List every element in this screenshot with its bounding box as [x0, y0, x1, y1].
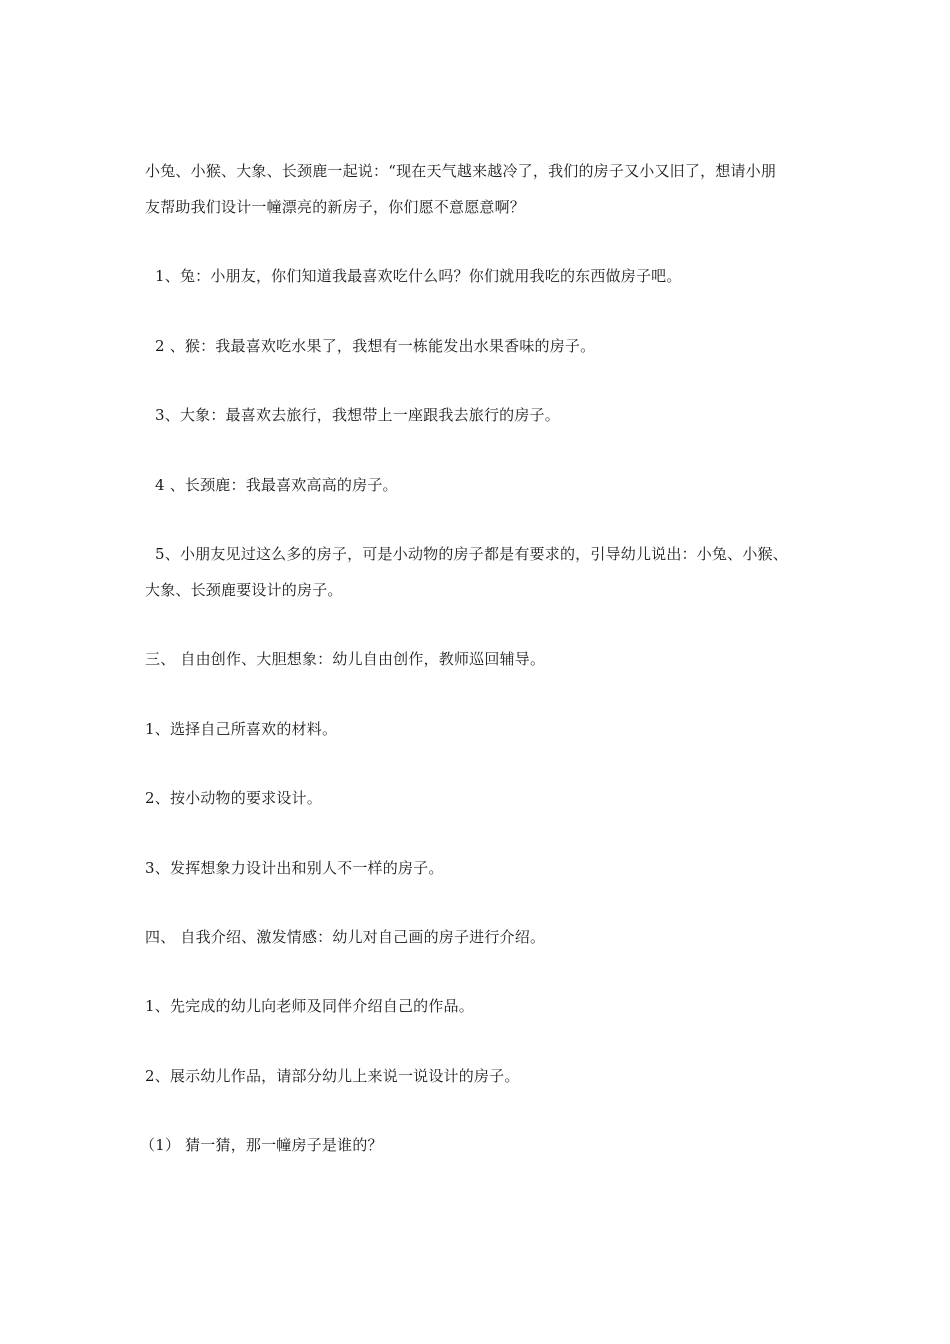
section-4-item-2: 2、展示幼儿作品，请部分幼儿上来说一说设计的房子。 — [145, 1067, 520, 1085]
item-monkey: 2 、猴：我最喜欢吃水果了，我想有一栋能发出水果香味的房子。 — [155, 337, 596, 355]
item-summary-line-2: 大象、长颈鹿要设计的房子。 — [145, 581, 343, 599]
section-4-item-1: 1、先完成的幼儿向老师及同伴介绍自己的作品。 — [145, 997, 474, 1015]
item-giraffe: 4 、长颈鹿：我最喜欢高高的房子。 — [155, 476, 398, 494]
item-elephant: 3、大象：最喜欢去旅行，我想带上一座跟我去旅行的房子。 — [155, 406, 560, 424]
section-3-item-3: 3、发挥想象力设计出和别人不一样的房子。 — [145, 859, 444, 877]
section-4-heading: 四、 自我介绍、激发情感：幼儿对自己画的房子进行介绍。 — [145, 928, 546, 946]
item-summary-line-1: 5、小朋友见过这么多的房子，可是小动物的房子都是有要求的，引导幼儿说出：小兔、小猴、 — [155, 545, 788, 563]
section-4-sub-item-1: （1） 猜一猜，那一幢房子是谁的？ — [140, 1136, 383, 1154]
item-rabbit: 1、兔：小朋友，你们知道我最喜欢吃什么吗？你们就用我吃的东西做房子吧。 — [155, 267, 682, 285]
section-3-item-1: 1、选择自己所喜欢的材料。 — [145, 720, 338, 738]
section-3-item-2: 2、按小动物的要求设计。 — [145, 789, 322, 807]
intro-line-1: 小兔、小猴、大象、长颈鹿一起说：“现在天气越来越冷了，我们的房子又小又旧了，想请小朋 — [145, 162, 777, 180]
section-3-heading: 三、 自由创作、大胆想象：幼儿自由创作，教师巡回辅导。 — [145, 650, 546, 668]
intro-line-2: 友帮助我们设计一幢漂亮的新房子，你们愿不意愿意啊？ — [145, 198, 526, 216]
